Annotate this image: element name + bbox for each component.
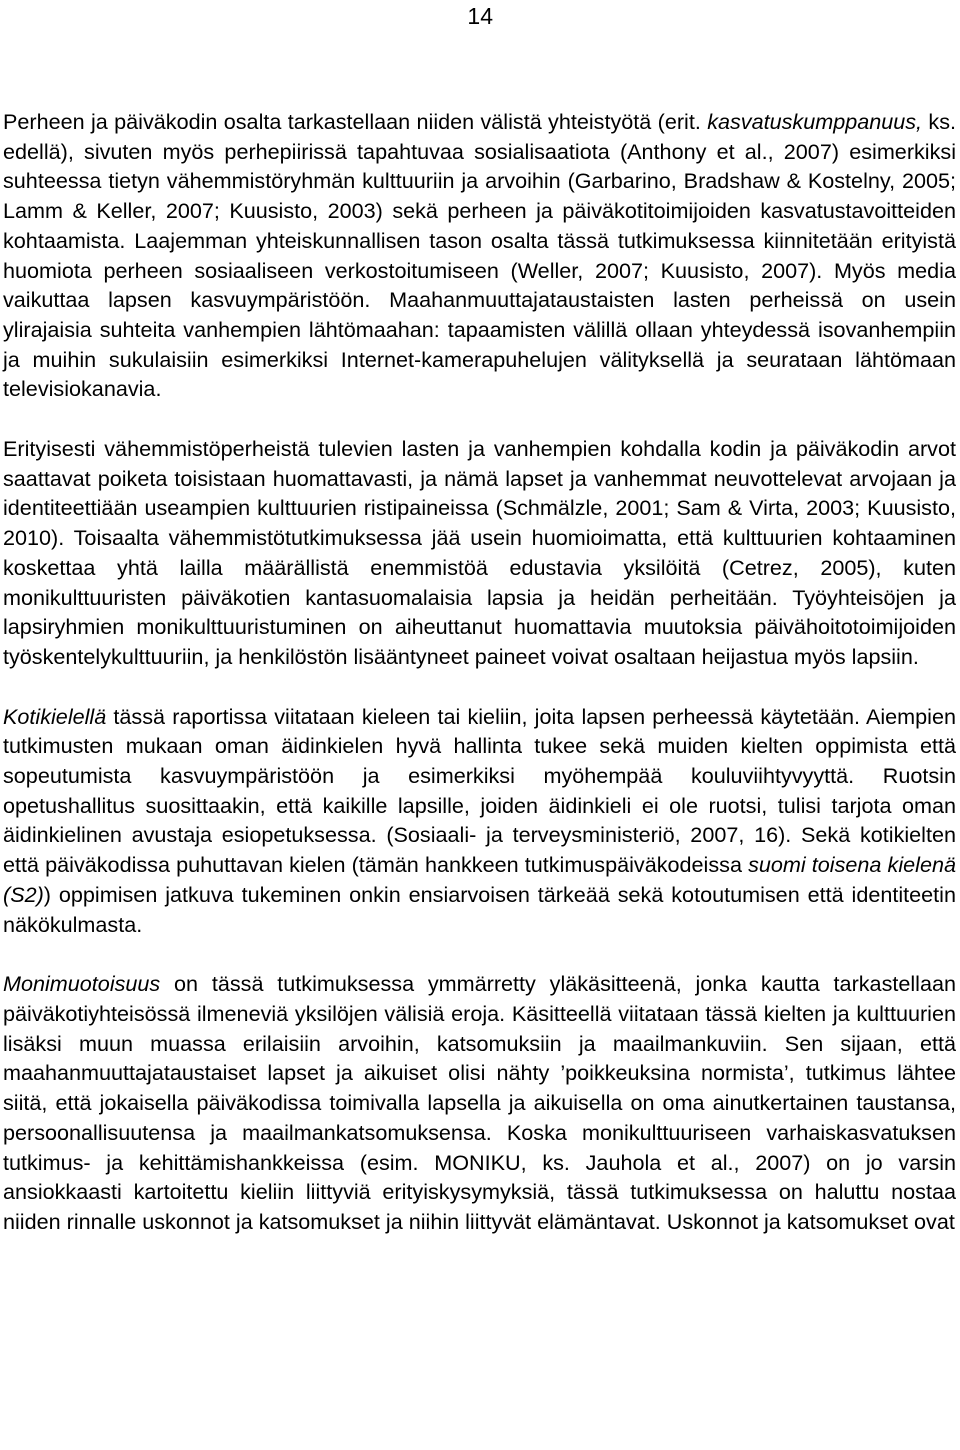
text-segment: Perheen ja päiväkodin osalta tarkastellaan niiden välistä yhteistyötä (erit. [3,109,708,134]
text-segment: tässä raportissa viitataan kieleen tai kieliin, joita lapsen perheessä käytetään. Aiempien tutkimusten mukaan oman äidinkielen hyvä hallinta tukee sekä muiden kielten oppimista että sopeutumista kasvuympäristöön ja esimerkiksi myöhempää kouluviihtyvyyttä. Ruotsin opetushallitus suosittaakin, että kaikille lapsille, joiden äidinkieli ei ole ruotsi, tulisi tarjota oman äidinkielinen avustaja esiopetuksessa. (Sosiaali- ja terveysministeriö, 2007, 16). Sekä kotikielten että päiväkodissa puhuttavan kielen (tämän hankkeen tutkimuspäiväkodeissa [3,703,956,878]
text-segment: Erityisesti vähemmistöperheistä tulevien lasten ja vanhempien kohdalla kodin ja päiväkodin arvot saattavat poiketa toisistaan huomattavasti, ja nämä lapset ja vanhemmat neuvottelevat arvojaan ja identiteettiään useampien kulttuurien ristipaineissa (Schmälzle, 2001; Sam & Virta, 2003; Kuusisto, 2010). Toisaalta vähemmistötutkimuksessa jää usein huomioimatta, että kulttuurien kohtaaminen koskettaa yhtä lailla määrällistä enemmistöä edustavia yksilöitä (Cetrez, 2005), kuten monikulttuuristen päiväkotien kantasuomalaisia lapsia ja heidän perheitään. Työyhteisöjen ja lapsiryhmien monikulttuuristuminen on aiheuttanut huomattavia muutoksia päivähoitotoimijoiden työskentelykulttuuriin, ja henkilöstön lisääntyneet paineet voivat osaltaan heijastua myös lapsiin. [3,436,956,669]
paragraph [3,434,956,672]
document-body [3,107,956,1237]
text-segment: ) oppimisen jatkuva tukeminen onkin ensiarvoisen tärkeää sekä kotoutumisen että identiteetin näkökulmasta. [3,881,956,937]
italic-text-segment: suomi toisena kielenä (S2) [3,852,956,907]
page-number: 14 [467,3,493,29]
text-segment: ks. edellä), sivuten myös perhepiirissä tapahtuvaa sosialisaatiota (Anthony et al., 2007) esimerkiksi suhteessa tietyn vähemmistöryhmän kulttuuriin ja arvoihin (Garbarino, Bradshaw & Kostelny, 2005; Lamm & Keller, 2007; Kuusisto, 2003) sekä perheen ja päiväkotitoimijoiden kasvatustavoitteiden kohtaamista. Laajemman yhteiskunnallisen tason osalta tässä tutkimuksessa kiinnitetään erityistä huomiota perheen sosiaaliseen verkostoitumiseen (Weller, 2007; Kuusisto, 2007). Myös media vaikuttaa lapsen kasvuympäristöön. Maahanmuuttajataustaisten lasten perheissä on usein ylirajaisia suhteita vanhempien lähtömaahan: tapaamisten välillä ollaan yhteydessä isovanhempiin ja muihin sukulaisiin esimerkiksi Internet-kamerapuhelujen välityksellä ja seurataan lähtömaan televisiokanavia. [3,109,957,402]
italic-text-segment: Kotikielellä [3,703,107,729]
paragraph [3,969,956,1236]
italic-text-segment: kasvatuskumppanuus, [707,109,923,134]
text-segment: on tässä tutkimuksessa ymmärretty yläkäsitteenä, jonka kautta tarkastellaan päiväkotiyhteisössä ilmeneviä yksilöjen välisiä eroja. Käsitteellä viitataan tässä kielten ja kulttuurien lisäksi muun muassa erilaisiin arvoihin, katsomuksiin ja maailmankuviin. Sen sijaan, että maahanmuuttajataustaiset lapset ja aikuiset olisi nähty ’poikkeuksina normista’, tutkimus lähtee siitä, että jokaisella päiväkodissa toimivalla lapsella ja aikuisella on oma ainutkertainen taustansa, persoonallisuutensa ja maailmankatsomuksensa. Koska monikulttuuriseen varhaiskasvatuksen tutkimus- ja kehittämishankkeissa (esim. MONIKU, ks. Jauhola et al., 2007) on jo varsin ansiokkaasti kartoitettu kieliin liittyviä erityiskysymyksiä, tässä tutkimuksessa on haluttu nostaa niiden rinnalle uskonnot ja katsomukset ja niihin liittyvät elämäntavat. Uskonnot ja katsomukset ovat [3,971,956,1234]
paragraph [3,702,956,940]
italic-text-segment: Monimuotoisuus [3,971,161,997]
paragraph [3,107,956,404]
